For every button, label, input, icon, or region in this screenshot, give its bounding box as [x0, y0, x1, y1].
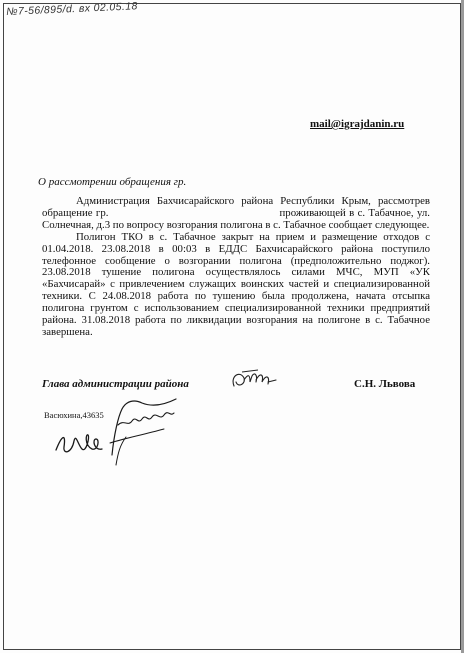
signature-title: Глава администрации района	[42, 378, 189, 390]
letter-subject: О рассмотрении обращения гр.	[38, 176, 187, 188]
registration-stamp: №7-56/895/d. вх 02.05.18	[6, 0, 138, 18]
executor-info: Васюхина,43635	[44, 410, 104, 420]
letter-body	[42, 195, 433, 339]
email-address[interactable]: mail@igrajdanin.ru	[310, 118, 405, 130]
signatory-name: С.Н. Львова	[354, 378, 416, 390]
body-paragraph: Полигон ТКО в с. Табачное закрыт на прием и размещение отходов с 01.04.2018. 23.08.2018 в 00:03 в ЕДДС Бахчисарайского района поступило телефонное сообщение о возгорании полигона (предположительно поджог). 23.08.2018 тушение полигона осуществлялось силами МЧС, МУП «УК «Бахчисарай» с привлечением служащих воинских частей и специализированной техники. С 24.08.2018 работа по тушению была продолжена, начата отсыпка полигона грунтом с использованием специализированной техники предприятий района. 31.08.2018 работа по ликвидации возгорания на полигоне в с. Табачное завершена.	[42, 230, 430, 338]
handwritten-scribble	[52, 395, 182, 470]
signature-image	[228, 366, 282, 394]
body-paragraph: Администрация Бахчисарайского района Республики Крым, рассмотрев обращение гр. проживающей в с. Табачное, ул. Солнечная, д.3 по вопросу возгорания полигона в с. Табачное сообщает следующее.	[42, 195, 433, 231]
